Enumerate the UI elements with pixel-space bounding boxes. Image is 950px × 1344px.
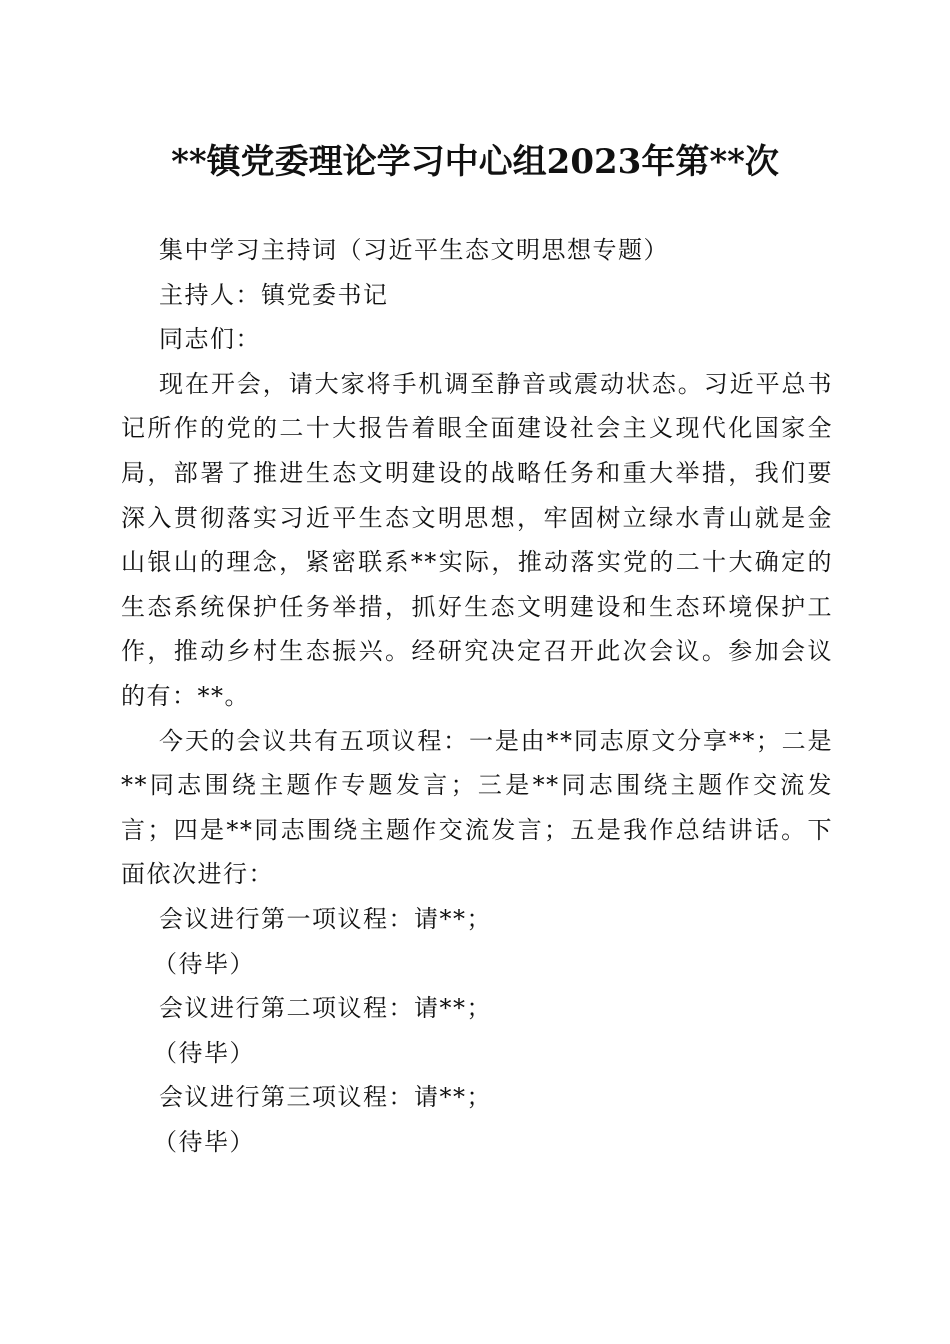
agenda-note-1: （待毕）: [153, 949, 255, 978]
agenda-note-2: （待毕）: [153, 1038, 255, 1067]
agenda-item-3: 会议进行第三项议程：请**；: [159, 1083, 492, 1112]
greeting-line: 同志们：: [159, 325, 261, 354]
agenda-note-3: （待毕）: [153, 1127, 255, 1156]
agenda-item-1: 会议进行第一项议程：请**；: [159, 904, 492, 933]
opening-paragraph: 现在开会，请大家将手机调至静音或震动状态。习近平总书记所作的党的二十大报告着眼全面建设社会主义现代化国家全局，部署了推进生态文明建设的战略任务和重大举措，我们要深入贯彻落实习近平生态文明思想，牢固树立绿水青山就是金山银山的理念，紧密联系**实际，推动落实党的二十大确定的生态系统保护任务举措，抓好生态文明建设和生态环境保护工作，推动乡村生态振兴。经研究决定召开此次会议。参加会议的有：**。: [121, 369, 833, 710]
agenda-item-2: 会议进行第二项议程：请**；: [159, 994, 492, 1023]
document-title: **镇党委理论学习中心组2023年第**次: [171, 142, 779, 182]
host-line: 主持人：镇党委书记: [159, 280, 389, 309]
document-body: [121, 228, 833, 1164]
agenda-overview-paragraph: 今天的会议共有五项议程：一是由**同志原文分享**；二是**同志围绕主题作专题发言；三是**同志围绕主题作交流发言；四是**同志围绕主题作交流发言；五是我作总结讲话。下面依次进行：: [121, 726, 833, 889]
subtitle-line: 集中学习主持词（习近平生态文明思想专题）: [159, 236, 669, 264]
